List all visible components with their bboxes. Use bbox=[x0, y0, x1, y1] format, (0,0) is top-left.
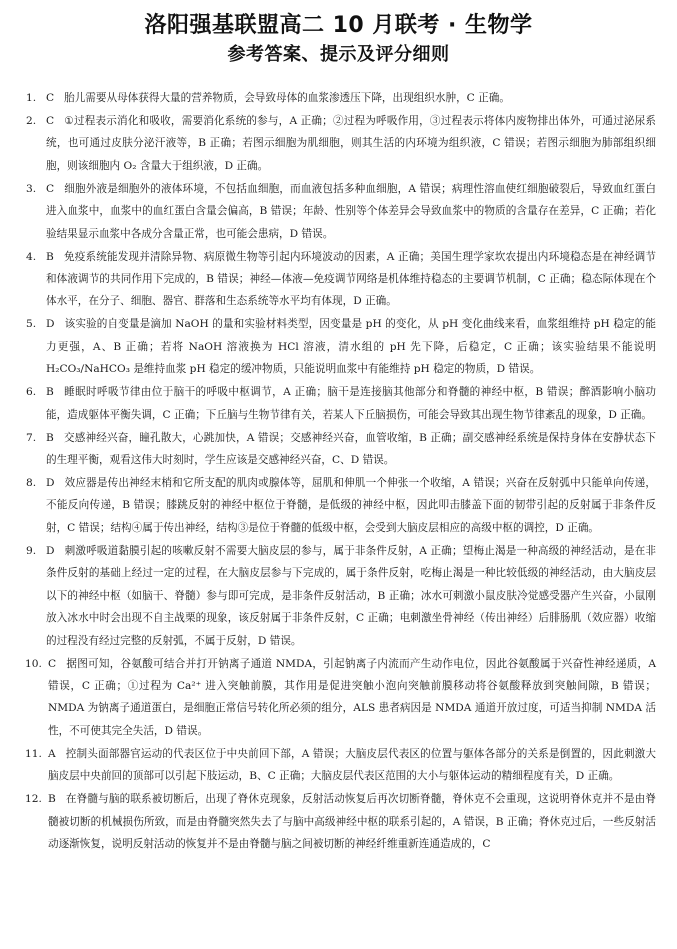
item-answer: C bbox=[46, 182, 55, 195]
answer-item-2 bbox=[26, 110, 656, 177]
item-number: 7. bbox=[26, 431, 37, 444]
item-number: 11. bbox=[25, 747, 42, 760]
item-answer: B bbox=[46, 250, 54, 263]
item-number: 3. bbox=[26, 182, 37, 195]
item-explanation: 在脊髓与脑的联系被切断后，出现了脊休克现象，反射活动恢复后再次切断脊髓，脊休克不会重现，这说明脊休克并不是由脊髓被切断的机械损伤所致，而是由脊髓突然失去了与脑中高级神经中枢的联系引起的，A 错误，B 正确；脊休克过后，一些反射活动逐渐恢复，说明反射活动的恢复并不是由脊髓与脑之间被切断的神经纤维重新连通造成的，C bbox=[48, 793, 656, 850]
item-number: 9. bbox=[26, 544, 37, 557]
answer-item-7 bbox=[26, 427, 656, 472]
item-answer: C bbox=[46, 115, 55, 127]
item-answer: B bbox=[46, 431, 54, 444]
item-number: 10. bbox=[25, 657, 42, 670]
answer-item-5 bbox=[26, 313, 656, 380]
item-answer: B bbox=[46, 386, 54, 399]
item-answer: D bbox=[46, 318, 55, 331]
item-answer: C bbox=[46, 92, 55, 104]
item-number: 5. bbox=[26, 318, 37, 331]
answer-item-11 bbox=[26, 743, 656, 788]
answer-item-1 bbox=[26, 87, 656, 109]
item-explanation: 效应器是传出神经末梢和它所支配的肌肉或腺体等，屈肌和伸肌一个伸张一个收缩，A 错误；兴奋在反射弧中只能单向传递，不能反向传递，B 错误；膝跳反射的神经中枢位于脊髓，是低级的神经中枢，因此叩击膝盖下面的韧带引起的反射属于非条件反射，C 错误；结构④属于传出神经，结构③是位于脊髓的低级中枢，会受到大脑皮层相应的高级中枢的调控，D 正确。 bbox=[46, 477, 656, 534]
item-answer: D bbox=[46, 477, 55, 490]
item-answer: C bbox=[48, 657, 57, 670]
answer-item-3 bbox=[26, 178, 656, 245]
item-answer: D bbox=[46, 544, 55, 557]
item-answer: B bbox=[48, 793, 56, 806]
item-number: 6. bbox=[26, 386, 37, 399]
answer-item-9 bbox=[26, 540, 656, 652]
item-answer: A bbox=[48, 747, 56, 760]
item-explanation: 该实验的自变量是滴加 NaOH 的量和实验材料类型，因变量是 pH 的变化，从 pH 变化曲线来看，血浆组维持 pH 稳定的能力更强，A、B 正确；若将 NaOH 溶液换为 HCl 溶液，清水组的 pH 先下降，后稳定，C 正确；该实验结果不能说明 H₂CO₃/NaHCO₃ 是维持血浆 pH 稳定的缓冲物质，只能说明血浆中有能维持 pH 稳定的物质，D 错误。 bbox=[46, 318, 656, 376]
item-explanation: ①过程表示消化和吸收，需要消化系统的参与，A 正确；②过程为呼吸作用，③过程表示将体内废物排出体外，可通过泌尿系统，也可通过皮肤分泌汗液等，B 正确；若图示细胞为肌细胞，则其生活的内环境为组织液，C 错误；若图示细胞为肺部组织细胞，则该细胞内 O₂ 含量大于组织液，D 正确。 bbox=[46, 115, 656, 172]
answer-item-8 bbox=[26, 472, 656, 539]
answer-item-10 bbox=[26, 653, 656, 743]
item-explanation: 刺激呼吸道黏膜引起的咳嗽反射不需要大脑皮层的参与，属于非条件反射，A 正确；望梅止渴是一种高级的神经活动，是在非条件反射的基础上经过一定的过程，在大脑皮层参与下完成的，属于条件反射，吃梅止渴是一种比较低级的神经活动，由大脑皮层以下的神经中枢（如脑干、脊髓）参与即可完成，是非条件反射活动，B 正确；冰水可刺激小鼠皮肤冷觉感受器产生兴奋，小鼠刚放入冰水中时会出现不自主战栗的现象，该反射属于非条件反射，C 正确；电刺激坐骨神经（传出神经）后腓肠肌（效应器）收缩的过程没有经过完整的反射弧，不属于反射，D 错误。 bbox=[46, 544, 656, 647]
page-subtitle: 参考答案、提示及评分细则 bbox=[227, 44, 450, 65]
answer-item-12 bbox=[26, 788, 656, 855]
item-number: 2. bbox=[26, 115, 37, 127]
item-explanation: 细胞外液是细胞外的液体环境，不包括血细胞，而血液包括多种血细胞，A 错误；病理性溶血使红细胞破裂后，导致血红蛋白进入血浆中，血浆中的血红蛋白含量会偏高，B 错误；年龄、性别等个体差异会导致血浆中的物质的含量存在差异，C 正确；若化验结果显示血浆中各成分含量正常，也可能会患病，D 错误。 bbox=[46, 182, 656, 240]
item-explanation: 免疫系统能发现并清除异物、病原微生物等引起内环境波动的因素，A 正确；美国生理学家坎农提出内环境稳态是在神经调节和体液调节的共同作用下完成的，B 错误；神经—体液—免疫调节网络是机体维持稳态的主要调节机制，C 正确；稳态际体现在个体水平，在分子、细胞、器官、群落和生态系统等水平均有体现，D 正确。 bbox=[46, 250, 656, 308]
item-number: 12. bbox=[25, 793, 42, 806]
item-number: 8. bbox=[26, 477, 37, 490]
item-explanation: 控制头面部器官运动的代表区位于中央前回下部，A 错误；大脑皮层代表区的位置与躯体各部分的关系是倒置的，因此刺激大脑皮层中央前回的顶部可以引起下肢运动，B、C 正确；大脑皮层代表区范围的大小与躯体运动的精细程度有关，D 正确。 bbox=[48, 747, 656, 783]
item-explanation: 睡眠时呼吸节律由位于脑干的呼吸中枢调节，A 正确；脑干是连接脑其他部分和脊髓的神经中枢，B 错误；醉酒影响小脑功能，造成躯体平衡失调，C 正确；下丘脑与生物节律有关，若某人下丘脑损伤，可能会导致其出现生物节律紊乱的现象，D 正确。 bbox=[46, 386, 656, 421]
item-explanation: 交感神经兴奋，瞳孔散大，心跳加快，A 错误；交感神经兴奋，血管收缩，B 正确；副交感神经系统是保持身体在安静状态下的生理平衡，观看这伟大时刻时，学生应该是交感神经兴奋，C、D 错误。 bbox=[46, 431, 656, 467]
item-explanation: 据图可知，谷氨酸可结合并打开钠离子通道 NMDA，引起钠离子内流而产生动作电位，因此谷氨酸属于兴奋性神经递质，A 错误，C 正确；①过程为 Ca²⁺ 进入突触前膜，其作用是促进突触小泡向突触前膜移动将谷氨酸释放到突触间隙，B 错误；NMDA 为钠离子通道蛋白，是细胞正常信号转化所必须的组分，ALS 患者病因是 NMDA 通道开放过度，可适当抑制 NMDA 活性，不可使其完全失活，D 错误。 bbox=[48, 657, 656, 737]
page-title: 洛阳强基联盟高二 10 月联考 · 生物学 bbox=[144, 13, 533, 38]
item-explanation: 胎儿需要从母体获得大量的营养物质，会导致母体的血浆渗透压下降，出现组织水肿，C 正确。 bbox=[64, 92, 510, 104]
answer-item-4 bbox=[26, 246, 656, 313]
item-number: 4. bbox=[26, 250, 37, 263]
answer-list bbox=[26, 87, 656, 855]
item-number: 1. bbox=[26, 92, 37, 104]
answer-item-6 bbox=[26, 381, 656, 426]
